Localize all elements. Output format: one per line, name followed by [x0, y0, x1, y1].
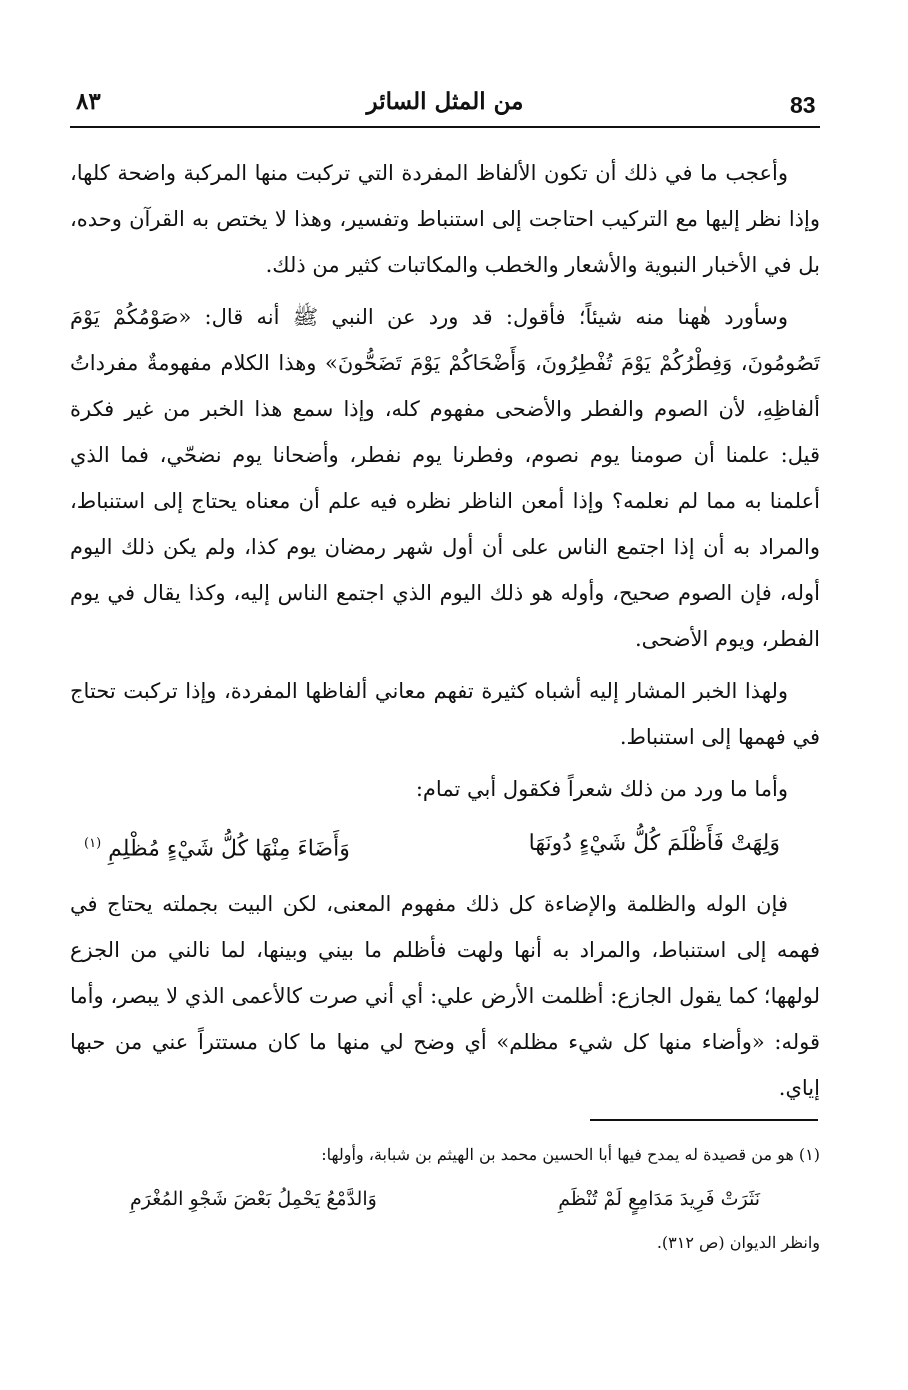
poem-verse — [70, 818, 820, 875]
header-rule — [70, 126, 820, 128]
footnote-hemistich-2: وَالدَّمْعُ يَحْمِلُ بَعْضَ شَجْوِ المُغْرَمِ — [130, 1188, 377, 1211]
running-title: من المثل السائر — [366, 88, 524, 115]
footnote-text: (١) هو من قصيدة له يمدح فيها أبا الحسين محمد بن الهيثم بن شبابة، وأولها: — [321, 1145, 820, 1165]
footnote-reference: وانظر الديوان (ص ٣١٢). — [656, 1233, 820, 1253]
main-text — [70, 150, 820, 1111]
verse-hemistich-1: وَلِهَتْ فَأَظْلَمَ كُلُّ شَيْءٍ دُونَهَا — [528, 831, 780, 856]
footnote-marker: (١) — [84, 836, 102, 851]
book-page — [70, 88, 820, 1263]
footnote-rule — [590, 1119, 818, 1121]
footnote-hemistich-1: نَثَرَتْ فَرِيدَ مَدَامِعٍ لَمْ تُنْظَمِ — [558, 1188, 760, 1211]
footnote-verse — [70, 1175, 820, 1223]
paragraph-5: فإن الوله والظلمة والإضاءة كل ذلك مفهوم المعنى، لكن البيت بجملته يحتاج في فهمه إلى استنباط، والمراد به أنها ولهت فأظلم ما بيني وبينها، لما نالني من الجزع لولهها؛ كما يقول الجازع: أظلمت الأرض علي: أي أني صرت كالأعمى الذي لا يبصر، وأما قوله: «وأضاء منها كل شيء مظلم» أي وضح لي منها ما كان مستتراً عني من حبها إياي. — [70, 892, 820, 1101]
footnotes — [70, 1135, 820, 1263]
page-header — [70, 88, 820, 130]
paragraph-3: ولهذا الخبر المشار إليه أشباه كثيرة تفهم معاني ألفاظها المفردة، وإذا تركبت تحتاج في فهمها إلى استنباط. — [70, 679, 820, 749]
page-number-latin: 83 — [790, 92, 816, 118]
paragraph-4: وأما ما ورد من ذلك شعراً فكقول أبي تمام: — [415, 777, 788, 801]
verse-hemistich-2: وَأَضَاءَ مِنْهَا كُلُّ شَيْءٍ مُظْلِمِ — [108, 836, 350, 862]
verse-hemistich-2-wrap — [84, 818, 350, 875]
paragraph-1: وأعجب ما في ذلك أن تكون الألفاظ المفردة التي تركبت منها المركبة واضحة كلها، وإذا نظر إليها مع التركيب احتاجت إلى استنباط وتفسير، وهذا لا يختص به القرآن وحده، بل في الأخبار النبوية والأشعار والخطب والمكاتبات كثير من ذلك. — [70, 161, 820, 277]
page-number-arabic: ٨٣ — [76, 88, 101, 115]
paragraph-2: وسأورد هٰهنا منه شيئاً؛ فأقول: قد ورد عن النبي ﷺ أنه قال: «صَوْمُكُمْ يَوْمَ تَصُومُونَ، وَفِطْرُكُمْ يَوْمَ تُفْطِرُونَ، وَأَضْحَاكُمْ يَوْمَ تَضَحُّونَ» وهذا الكلام مفهومةٌ مفرداتُ ألفاظِهِ، لأن الصوم والفطر والأضحى مفهوم كله، وإذا سمع هذا الخبر من غير فكرة قيل: علمنا أن صومنا يوم نصوم، وفطرنا يوم نفطر، وأضحانا يوم نضحّي، فما الذي أعلمنا به مما لم نعلمه؟ وإذا أمعن الناظر نظره فيه علم أن معناه يحتاج إلى استنباط، والمراد به أن إذا اجتمع الناس على أن أول شهر رمضان يوم كذا، ولم يكن ذلك اليوم أوله، فإن الصوم صحيح، وأوله هو ذلك اليوم الذي اجتمع الناس إليه، وكذا يقال في يوم الفطر، ويوم الأضحى. — [70, 305, 820, 651]
